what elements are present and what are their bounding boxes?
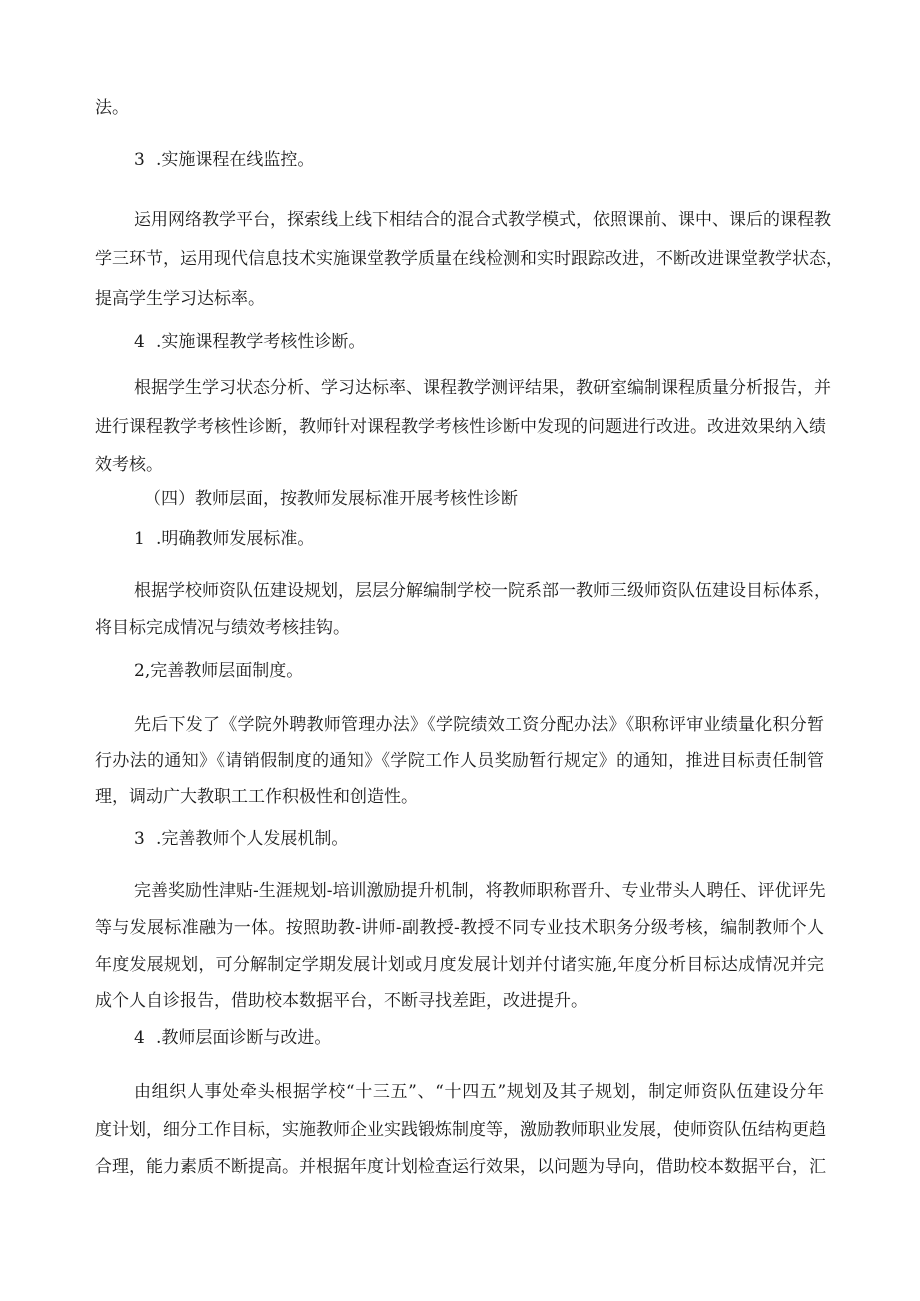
text-line: 度计划，细分工作目标，实施教师企业实践锻炼制度等，激励教师职业发展，使师资队伍结构更趋 <box>95 1120 826 1140</box>
text-line: 法。 <box>95 98 129 118</box>
item-heading: .明确教师发展标准。 <box>156 529 315 549</box>
text-line: 年度发展规划，可分解制定学期发展计划或月度发展计划并付诸实施,年度分析目标达成情况并完 <box>95 955 824 975</box>
item-heading: .教师层面诊断与改进。 <box>156 1028 332 1048</box>
text-line: 等与发展标准融为一体。按照助教-讲师-副教授-教授不同专业技术职务分级考核，编制教师个人 <box>95 918 824 938</box>
text-line: 进行课程教学考核性诊断，教师针对课程教学考核性诊断中发现的问题进行改进。改进效果纳入绩 <box>95 417 826 437</box>
text-line: 行办法的通知》《请销假制度的通知》《学院工作人员奖励暂行规定》的通知，推进目标责任制管 <box>95 751 824 771</box>
text-line: 根据学校师资队伍建设规划，层层分解编制学校一院系部一教师三级师资队伍建设目标体系， <box>134 581 831 601</box>
text-line: 根据学生学习状态分析、学习达标率、课程教学测评结果，教研室编制课程质量分析报告，并 <box>134 378 831 398</box>
text-line: 效考核。 <box>95 455 163 475</box>
text-line: 理，调动广大教职工工作积极性和创造性。 <box>95 787 418 807</box>
text-line: 合理，能力素质不断提高。并根据年度计划检查运行效果，以问题为导向，借助校本数据平台，汇 <box>95 1157 826 1177</box>
item-heading: .实施课程教学考核性诊断。 <box>156 332 366 352</box>
item-number: 3 <box>134 829 145 849</box>
text-line: 先后下发了《学院外聘教师管理办法》《学院绩效工资分配办法》《职称评审业绩量化积分暂 <box>134 715 824 735</box>
text-line: 学三环节，运用现代信息技术实施课堂教学质量在线检测和实时跟踪改进，不断改进课堂教学状态， <box>95 249 843 269</box>
item-heading: .完善教师个人发展机制。 <box>156 829 349 849</box>
text-line: 完善奖励性津贴-生涯规划-培训激励提升机制，将教师职称晋升、专业带头人聘任、评优评先 <box>134 881 826 901</box>
text-line: 运用网络教学平台，探索线上线下相结合的混合式教学模式，依照课前、课中、课后的课程教 <box>134 210 831 230</box>
item-number: 4 <box>134 1028 145 1048</box>
text-line: 成个人自诊报告，借助校本数据平台，不断寻找差距，改进提升。 <box>95 991 588 1011</box>
section-heading: （四）教师层面，按教师发展标准开展考核性诊断 <box>144 489 518 509</box>
item-heading: 2,完善教师层面制度。 <box>134 661 304 681</box>
item-number: 3 <box>134 150 145 170</box>
item-number: 4 <box>134 332 145 352</box>
text-line: 提高学生学习达标率。 <box>95 289 265 309</box>
text-line: 将目标完成情况与绩效考核挂钩。 <box>95 618 350 638</box>
text-line: 由组织人事处牵头根据学校“十三五”、“十四五”规划及其子规划，制定师资队伍建设分年 <box>134 1082 824 1102</box>
item-number: 1 <box>134 529 145 549</box>
item-heading: .实施课程在线监控。 <box>156 150 315 170</box>
